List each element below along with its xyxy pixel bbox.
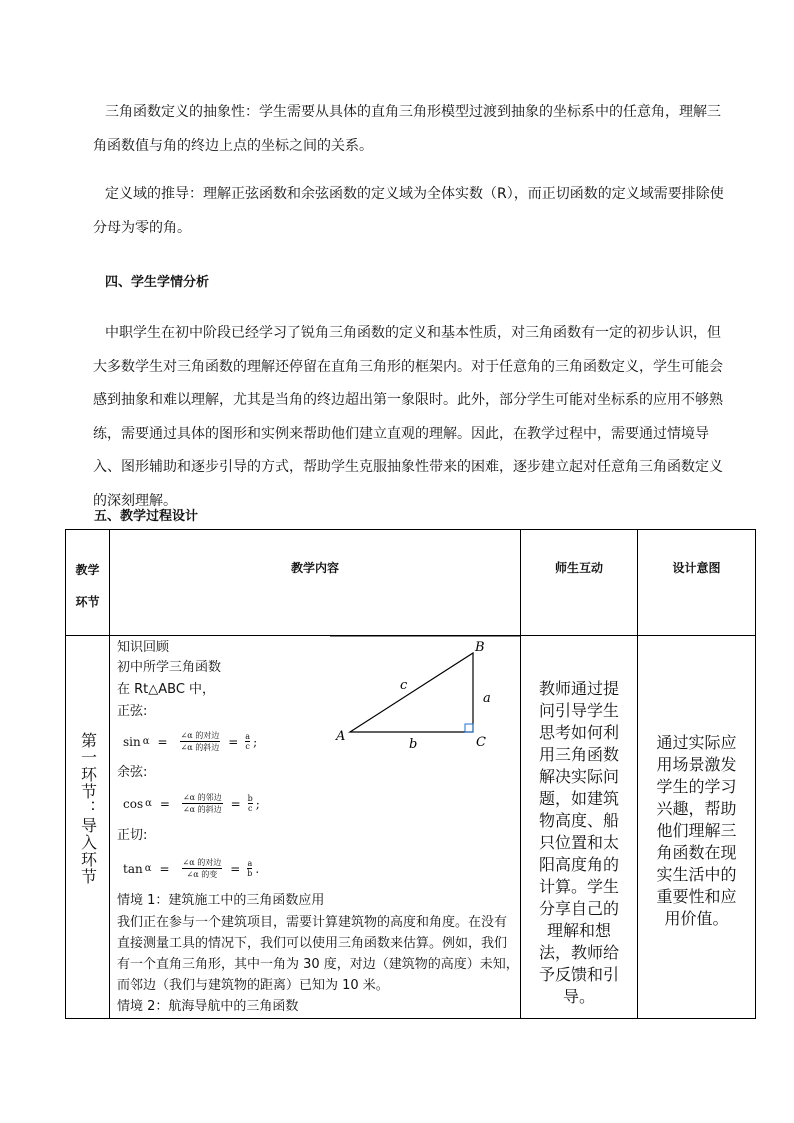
paragraph-domain: 定义域的推导：理解正弦函数和余弦函数的定义域为全体实数（R），而正切函数的定义域需要排除使分母为零的角。 (93, 186, 724, 236)
review-title: 知识回顾 (117, 640, 170, 655)
right-triangle-diagram (330, 636, 520, 756)
vertex-b-label: B (475, 640, 485, 655)
scenario-2-title: 情境 2：航海导航中的三角函数 (117, 999, 299, 1014)
side-b-label: b (409, 737, 418, 752)
interaction-cell (521, 636, 638, 1019)
content-cell (110, 636, 521, 1019)
scenario-1-text: 我们正在参与一个建筑项目，需要计算建筑物的高度和角度。在没有直接测量工具的情况下，我们可以使用三角函数来估算。例如，我们有一个直角三角形，其中一角为 30 度，对边（建筑物的高度）未知，而邻边（我们与建筑物的距离）已知为 10 米。 (117, 915, 519, 993)
learned-functions: 初中所学三角函数 (117, 660, 222, 675)
cosine-label: 余弦: (117, 765, 148, 780)
side-c-label: c (400, 678, 408, 693)
vertex-a-label: A (336, 729, 346, 744)
intent-text: 通过实际应用场景激发学生的学习兴趣，帮助他们理解三角函数在现实生活中的重要性和应用价值。 (656, 733, 737, 928)
side-a-label: a (483, 691, 491, 706)
vertex-c-label: C (476, 735, 486, 750)
table-row (66, 636, 756, 1019)
triangle-shape (350, 653, 473, 732)
cosine-formula: cos α = $\frac{\text{∠α 的邻边}}{\text{∠α 的斜边}}$ = $\frac{b}{c}$ ; (123, 793, 260, 814)
triangle-context: 在 Rt△ABC 中， (117, 682, 216, 697)
header-stage: 教学环节 (66, 530, 110, 636)
tangent-formula: tan α = $\frac{\text{∠α 的对边}}{\text{∠α 的变}}$ = $\frac{a}{b}$ . (123, 858, 260, 879)
heading-section-5: 五、教学过程设计 (94, 509, 199, 524)
teaching-process-table (65, 529, 756, 1019)
tangent-label: 正切: (117, 828, 148, 843)
sine-label: 正弦: (117, 704, 148, 719)
stage-cell (66, 636, 110, 1019)
heading-section-4: 四、学生学情分析 (105, 275, 210, 290)
intent-cell (638, 636, 756, 1019)
paragraph-abstraction: 三角函数定义的抽象性：学生需要从具体的直角三角形模型过渡到抽象的坐标系中的任意角，理解三角函数值与角的终边上点的坐标之间的关系。 (93, 104, 721, 154)
stage-label: 第一环节：导入环节 (78, 732, 98, 885)
header-intent: 设计意图 (638, 530, 756, 636)
interaction-text: 教师通过提问引导学生思考如何利用三角函数解决实际问题，如建筑物高度、船只位置和太阳高度角的计算。学生分享自己的理解和想法，教师给予反馈和引导。 (538, 679, 619, 1006)
scenario-1-title: 情境 1：建筑施工中的三角函数应用 (117, 893, 325, 908)
table-header-row (66, 530, 756, 636)
header-interaction: 师生互动 (521, 530, 638, 636)
header-content: 教学内容 (110, 530, 521, 636)
sine-formula: sin α = $\frac{\text{∠α 的对边}}{\text{∠α 的斜边}}$ = $\frac{a}{c}$ ; (123, 731, 258, 752)
paragraph-student-analysis: 中职学生在初中阶段已经学习了锐角三角函数的定义和基本性质，对三角函数有一定的初步认识，但大多数学生对三角函数的理解还停留在直角三角形的框架内。对于任意角的三角函数定义，学生可能会感到抽象和难以理解，尤其是当角的终边超出第一象限时。此外，部分学生可能对坐标系的应用不够熟练，需要通过具体的图形和实例来帮助他们建立直观的理解。因此，在教学过程中，需要通过情境导入、图形辅助和逐步引导的方式，帮助学生克服抽象性带来的困难，逐步建立起对任意角三角函数定义的深刻理解。 (93, 325, 723, 509)
right-angle-marker (465, 724, 473, 732)
